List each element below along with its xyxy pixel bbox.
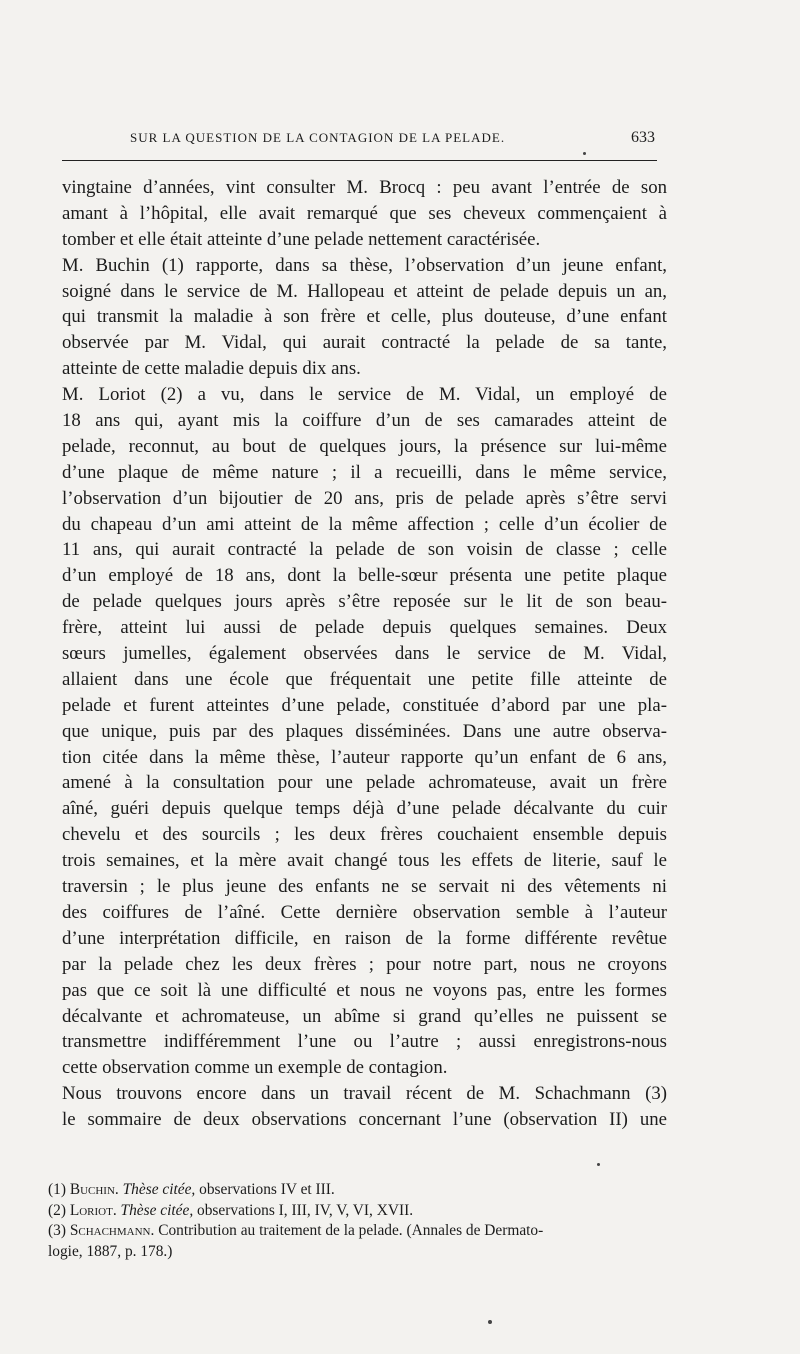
footnote-number: (2)	[48, 1201, 66, 1219]
text-line: d’un employé de 18 ans, dont la belle-sœur présenta une petite plaque	[62, 565, 667, 587]
body-text	[62, 175, 667, 1133]
footnote-title: Thèse citée,	[122, 1181, 196, 1198]
text-line: l’observation d’un bijoutier de 20 ans, pris de pelade après s’être servi	[62, 487, 667, 509]
text-line: Nous trouvons encore dans un travail récent de M. Schachmann (3)	[62, 1083, 667, 1105]
footnote-author: Buchin.	[69, 1181, 119, 1198]
footnote-title: Thèse citée,	[120, 1201, 194, 1219]
text-line: sœurs jumelles, également observées dans le service de M. Vidal,	[62, 643, 667, 665]
ink-speck	[597, 1163, 600, 1166]
text-line: allaient dans une école que fréquentait une petite fille atteinte de	[62, 668, 667, 690]
ink-speck	[488, 1320, 492, 1324]
text-line: des coiffures de l’aîné. Cette dernière observation semble à l’auteur	[62, 901, 667, 923]
footnote-detail: observations I, III, IV, V, VI, XVII.	[193, 1201, 414, 1219]
footnote-detail: observations IV et III.	[195, 1181, 335, 1198]
text-line: tion citée dans la même thèse, l’auteur rapporte qu’un enfant de 6 ans,	[62, 746, 667, 768]
footnote	[48, 1221, 668, 1242]
text-line: pelade, reconnut, au bout de quelques jours, la présence sur lui-même	[62, 435, 667, 457]
footnote-detail: Contribution au traitement de la pelade. (Annales de Dermato-	[154, 1222, 544, 1240]
text-line: traversin ; le plus jeune des enfants ne se servait ni des vêtements ni	[62, 876, 667, 898]
text-line: M. Buchin (1) rapporte, dans sa thèse, l’observation d’un jeune enfant,	[62, 254, 667, 276]
footnote-author: Loriot.	[69, 1201, 117, 1219]
text-line: M. Loriot (2) a vu, dans le service de M. Vidal, un employé de	[62, 384, 667, 406]
footnote-author: Schachmann.	[69, 1222, 155, 1240]
text-line: pelade et furent atteintes d’une pelade, constituée d’abord par une pla-	[62, 694, 667, 716]
text-line: décalvante et achromateuse, un abîme si grand qu’elles ne puissent se	[62, 1005, 667, 1027]
footnote-continuation: logie, 1887, p. 178.)	[48, 1242, 173, 1260]
text-line: d’une interprétation difficile, en raison de la forme différente revêtue	[62, 927, 667, 949]
text-line: soigné dans le service de M. Hallopeau et atteint de pelade depuis un an,	[62, 280, 667, 302]
text-line: observée par M. Vidal, qui aurait contracté la pelade de sa tante,	[62, 332, 667, 354]
text-line: amené à la consultation pour une pelade achromateuse, avait un frère	[62, 772, 667, 794]
text-line: atteinte de cette maladie depuis dix ans.	[62, 358, 361, 380]
text-line: amant à l’hôpital, elle avait remarqué que ses cheveux commençaient à	[62, 202, 667, 224]
text-line: chevelu et des sourcils ; les deux frères couchaient ensemble depuis	[62, 824, 667, 846]
page-number: 633	[631, 129, 655, 146]
text-line: frère, atteint lui aussi de pelade depuis quelques semaines. Deux	[62, 617, 667, 639]
text-line: pas que ce soit là une difficulté et nous ne voyons pas, entre les formes	[62, 979, 667, 1001]
text-line: qui transmit la maladie à son frère et celle, plus douteuse, d’une enfant	[62, 306, 667, 328]
text-line: transmettre indifféremment l’une ou l’autre ; aussi enregistrons-nous	[62, 1031, 667, 1053]
footnotes	[48, 1180, 668, 1262]
text-line: cette observation comme un exemple de contagion.	[62, 1057, 448, 1079]
text-line: du chapeau d’un ami atteint de la même affection ; celle d’un écolier de	[62, 513, 667, 535]
header-rule	[62, 160, 657, 161]
text-line: tomber et elle était atteinte d’une pelade nettement caractérisée.	[62, 228, 541, 250]
footnote-number: (1)	[48, 1181, 66, 1198]
text-line: vingtaine d’années, vint consulter M. Brocq : peu avant l’entrée de son	[62, 177, 667, 198]
text-line: aîné, guéri depuis quelque temps déjà d’une pelade décalvante du cuir	[62, 798, 667, 820]
ink-speck	[583, 152, 586, 155]
text-line: trois semaines, et la mère avait changé tous les effets de literie, sauf le	[62, 850, 667, 872]
footnote	[48, 1201, 668, 1222]
text-line: 11 ans, qui aurait contracté la pelade de son voisin de classe ; celle	[62, 539, 667, 561]
footnote-number: (3)	[48, 1222, 66, 1240]
text-line: par la pelade chez les deux frères ; pour notre part, nous ne croyons	[62, 953, 667, 975]
footnote	[48, 1180, 668, 1201]
text-line: d’une plaque de même nature ; il a recueilli, dans le même service,	[62, 461, 667, 483]
text-line: 18 ans qui, ayant mis la coiffure d’un de ses camarades atteint de	[62, 410, 667, 432]
text-line: de pelade quelques jours après s’être reposée sur le lit de son beau-	[62, 591, 667, 613]
text-line: le sommaire de deux observations concernant l’une (observation II) une	[62, 1109, 667, 1131]
text-line: que unique, puis par des plaques disséminées. Dans une autre observa-	[62, 720, 667, 742]
running-head-title: SUR LA QUESTION DE LA CONTAGION DE LA PELADE.	[130, 130, 506, 145]
